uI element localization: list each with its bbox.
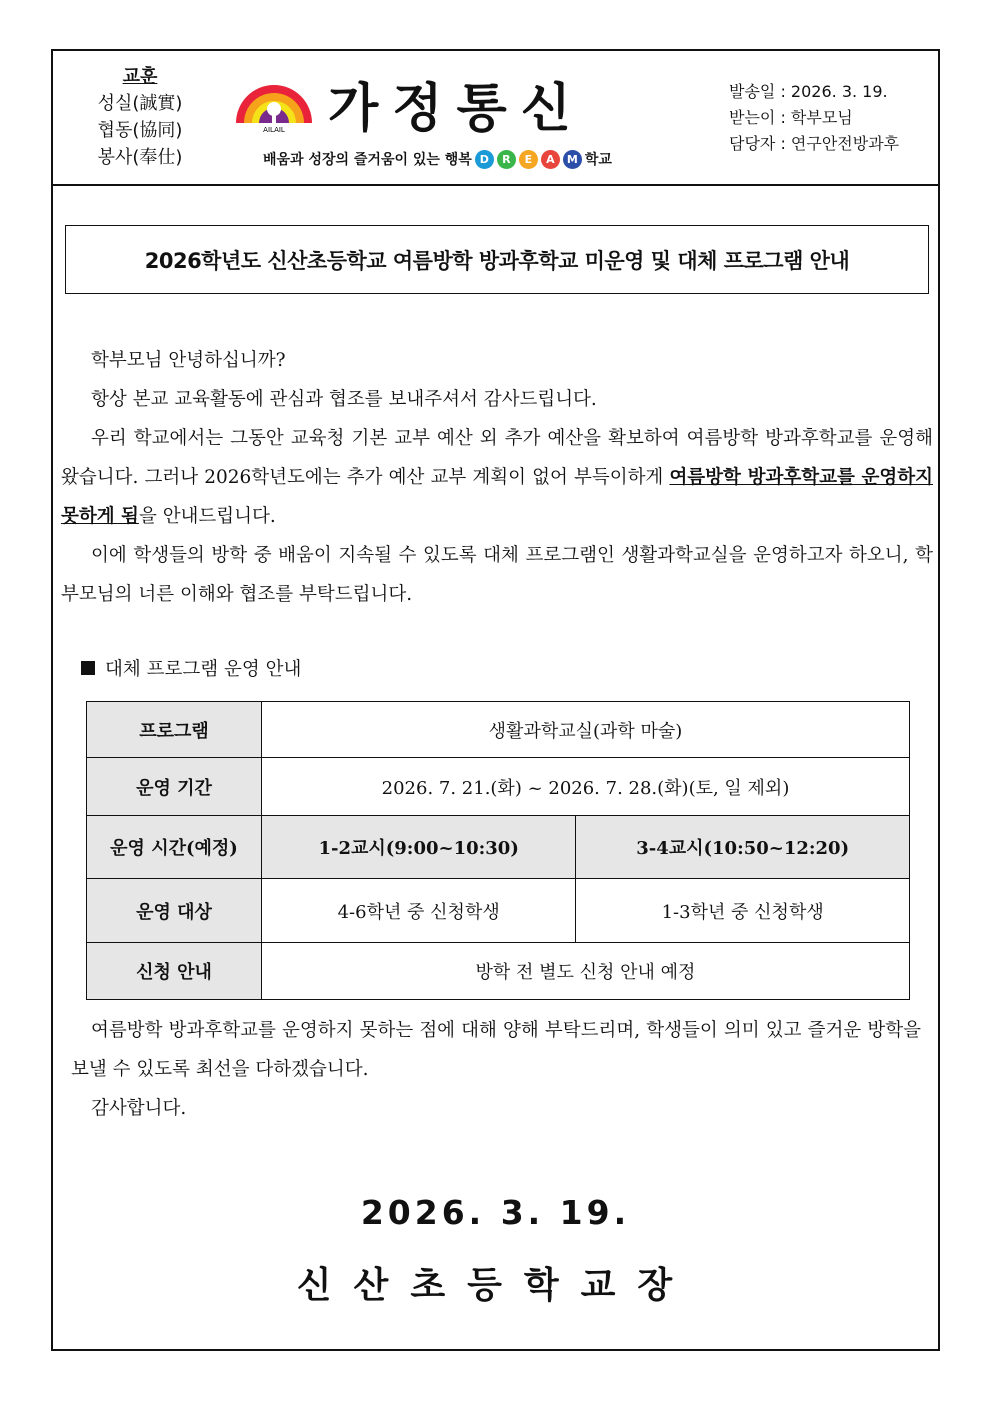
slogan-prefix: 배움과 성장의 즐거움이 있는 행복 <box>263 152 472 168</box>
table-row <box>87 758 910 816</box>
program-label: 프로그램 <box>87 702 262 758</box>
table-row <box>87 943 910 1000</box>
apply-label: 신청 안내 <box>87 943 262 1000</box>
closing-paragraph: 여름방학 방과후학교를 운영하지 못하는 점에 대해 양해 부탁드리며, 학생들이 의미 있고 즐거운 방학을 보낼 수 있도록 최선을 다하겠습니다. <box>71 1020 921 1080</box>
time-label: 운영 시간(예정) <box>87 816 262 879</box>
issue-meta <box>729 79 899 157</box>
motto-line: 성실(誠實) <box>97 93 183 114</box>
motto-line: 봉사(奉仕) <box>97 147 183 168</box>
program-value: 생활과학교실(과학 마술) <box>262 702 910 758</box>
school-slogan <box>263 149 612 169</box>
period-label: 운영 기간 <box>87 758 262 816</box>
table-row <box>87 879 910 943</box>
dream-letter-d: D <box>475 150 494 169</box>
dream-letter-a: A <box>541 150 560 169</box>
document-frame <box>51 49 940 1351</box>
signature-date: 2026. 3. 19. <box>360 1193 631 1232</box>
newsletter-header <box>53 51 938 186</box>
time-slot-2: 3-4교시(10:50~12:20) <box>576 816 910 879</box>
motto-line: 협동(協同) <box>97 120 183 141</box>
motto-title: 교훈 <box>122 66 158 87</box>
apply-value: 방학 전 별도 신청 안내 예정 <box>262 943 910 1000</box>
section-title: 대체 프로그램 운영 안내 <box>105 659 302 680</box>
target-group-2: 1-3학년 중 신청학생 <box>576 879 910 943</box>
school-motto <box>75 63 205 171</box>
dream-letter-m: M <box>563 150 582 169</box>
dream-letter-r: R <box>497 150 516 169</box>
notice-text: 우리 학교에서는 그동안 교육청 기본 교부 예산 외 추가 예산을 확보하여 여름방학 방과후학교를 운영해 왔습니다. 그러나 2026학년도에는 추가 예산 교부 계획이 없어 부득이하게 <box>61 428 933 488</box>
school-logo-icon <box>231 71 317 135</box>
table-row <box>87 816 910 879</box>
slogan-suffix: 학교 <box>584 152 612 168</box>
signer-name: 신산초등학교장 <box>296 1265 695 1306</box>
table-row <box>87 702 910 758</box>
notice-tail: 을 안내드립니다. <box>138 506 276 527</box>
svg-text:AILAIL: AILAIL <box>263 126 285 134</box>
closing-text <box>71 1011 921 1128</box>
section-heading <box>81 655 301 681</box>
alternative-paragraph: 이에 학생들의 방학 중 배움이 지속될 수 있도록 대체 프로그램인 생활과학교실을 운영하고자 하오니, 학부모님의 너른 이해와 협조를 부탁드립니다. <box>61 545 933 605</box>
greeting: 학부모님 안녕하십니까? <box>91 350 286 371</box>
target-label: 운영 대상 <box>87 879 262 943</box>
dream-letter-e: E <box>519 150 538 169</box>
recipient: 받는이 : 학부모님 <box>729 108 853 127</box>
period-value: 2026. 7. 21.(화) ~ 2026. 7. 28.(화)(토, 일 제외) <box>262 758 910 816</box>
program-table <box>86 701 910 1000</box>
thanks-paragraph: 항상 본교 교육활동에 관심과 협조를 보내주셔서 감사드립니다. <box>91 389 597 410</box>
target-group-1: 4-6학년 중 신청학생 <box>262 879 576 943</box>
notice-emphasis: 여름방학 방과후학교를 운영하지 못하게 됨 <box>61 467 933 527</box>
letter-body <box>61 341 933 614</box>
contact-person: 담당자 : 연구안전방과후 <box>729 134 900 153</box>
notice-paragraph <box>61 419 933 536</box>
issue-date: 발송일 : 2026. 3. 19. <box>729 82 888 101</box>
closing-thanks: 감사합니다. <box>91 1098 187 1119</box>
document-title: 2026학년도 신산초등학교 여름방학 방과후학교 미운영 및 대체 프로그램 안내 <box>65 225 929 294</box>
newsletter-masthead: 가정통신 <box>328 78 585 139</box>
square-bullet-icon <box>81 661 95 675</box>
time-slot-1: 1-2교시(9:00~10:30) <box>262 816 576 879</box>
